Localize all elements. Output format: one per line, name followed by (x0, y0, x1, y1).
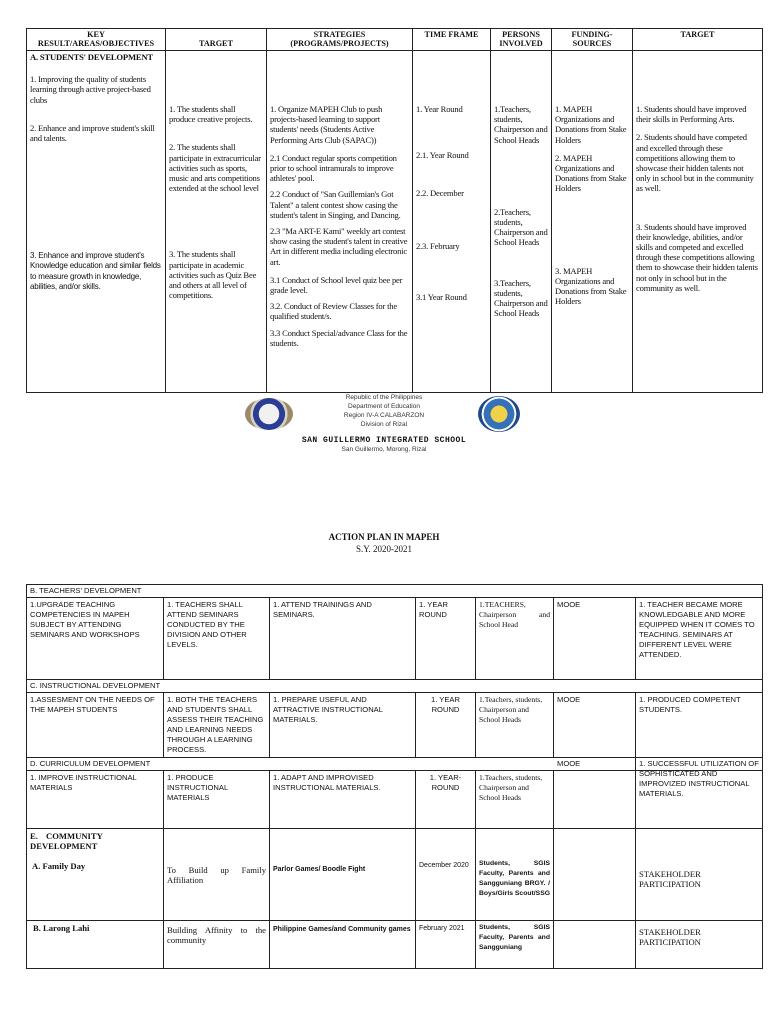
column-header: PERSONS INVOLVED (491, 29, 552, 51)
funding-cell: MOOE (554, 693, 636, 758)
page-title: ACTION PLAN IN MAPEH (328, 532, 440, 542)
strategy-1: 1. Organize MAPEH Club to push projects-based learning to support students' needs (Students Active Performing Arts Club (SAPAC)) (270, 104, 383, 145)
section-label: B. TEACHERS' DEVELOPMENT (27, 585, 763, 598)
time-frame-cell (413, 51, 491, 393)
section-label: A. STUDENTS' DEVELOPMENT (30, 52, 153, 62)
funding-cell: MOOE (554, 598, 636, 680)
column-header: TARGET (633, 29, 763, 51)
objective-3: 3. Enhance and improve student's Knowledge education and similar fields to measure growth in knowledge, abilities, and/or skills. (30, 251, 161, 291)
activity-persons: Students, SGIS Faculty, Parents and Sangguniang BRGY. / Boys/Girls Scout/SSG (479, 860, 551, 897)
target-cell: 1. PRODUCE INSTRUCTIONAL MATERIALS (164, 771, 270, 829)
time-2-1: 2.1. Year Round (416, 150, 469, 161)
result-1: 1. Students should have improved their skills in Performing Arts. (636, 104, 747, 125)
result-cell (633, 51, 763, 393)
development-plan-table (26, 584, 763, 969)
table-row (27, 771, 763, 829)
funding-cell (552, 51, 633, 393)
objective-cell: 1.ASSESMENT ON THE NEEDS OF THE MAPEH STUDENTS (27, 693, 164, 758)
time-frame-cell: 1. YEAR-ROUND (416, 771, 476, 829)
column-header: STRATEGIES (PROGRAMS/PROJECTS) (267, 29, 413, 51)
letterhead-line: Republic of the Philippines (345, 394, 423, 401)
letterhead-line: Region IV-A CALABARZON (343, 412, 425, 419)
strategy-3-2: 3.2. Conduct of Review Classes for the qualified student/s. (270, 301, 398, 322)
table-row (27, 598, 763, 680)
activity-time: December 2020 (419, 862, 469, 869)
school-name: SAN GUILLERMO INTEGRATED SCHOOL (301, 436, 467, 445)
strategy-cell: 1. ATTEND TRAININGS AND SEMINARS. (270, 598, 416, 680)
activity-target: To Build up Family Affiliation (167, 865, 266, 885)
strategy-3-1: 3.1 Conduct of School level quiz bee per grade level. (270, 274, 403, 296)
time-frame-cell: 1. YEAR ROUND (416, 693, 476, 758)
column-header: TIME FRAME (413, 29, 491, 51)
strategies-cell (267, 51, 413, 393)
strategy-3-3: 3.3 Conduct Special/advance Class for the students. (270, 327, 408, 348)
objective-cell: B. Larong Lahi (27, 921, 164, 969)
column-header: TARGET (166, 29, 267, 51)
persons-cell: 1.Teachers, students, Chairperson and School Heads (476, 693, 554, 758)
school-year: S.Y. 2020-2021 (355, 544, 413, 554)
fund-3: 3. MAPEH Organizations and Donations from Stake Holders (555, 265, 627, 307)
column-header: KEY RESULT/AREAS/OBJECTIVES (27, 29, 166, 51)
target-2: 2. The students shall participate in extracurricular activities such as sports, music and arts competitions extended at the school level (169, 142, 261, 194)
target-1: 1. The students shall produce creative projects. (169, 104, 253, 125)
result-cell: 1. PRODUCED COMPETENT STUDENTS. (636, 693, 763, 758)
target-cell (166, 51, 267, 393)
fund-1: 1. MAPEH Organizations and Donations from Stake Holders (555, 104, 627, 145)
objective-2: 2. Enhance and improve student's skill and talents. (30, 122, 155, 144)
result-cell: 1. SUCCESSFUL UTILIZATION OF SOPHISTICATED AND IMPROVIZED INSTRUCTIONAL MATERIALS. (636, 759, 763, 817)
persons-2: 2.Teachers, students, Chairperson and School Heads (494, 206, 548, 248)
time-2-3: 2.3. February (416, 240, 460, 251)
section-label: E. COMMUNITY DEVELOPMENT (30, 831, 103, 851)
result-cell: 1. TEACHER BECAME MORE KNOWLEDGABLE AND MORE EQUIPPED WHEN IT COMES TO TEACHING. SEMINARS AT DIFFERENT LEVEL WERE ATTENDED. (636, 598, 763, 680)
objectives-cell (27, 51, 166, 393)
strategy-cell: 1. PREPARE USEFUL AND ATTRACTIVE INSTRUCTIONAL MATERIALS. (270, 693, 416, 758)
objective-cell (27, 829, 164, 921)
funding-cell (554, 921, 636, 969)
section-label: D. CURRICULUM DEVELOPMENT (27, 758, 636, 771)
time-frame-cell: February 2021 (416, 921, 476, 969)
table-row (27, 921, 763, 969)
objective-1: 1. Improving the quality of students learning through active project-based clubs (30, 74, 151, 105)
persons-cell (491, 51, 552, 393)
persons-cell: 1.Teachers, students, Chairperson and School Heads (476, 771, 554, 829)
section-label: C. INSTRUCTIONAL DEVELOPMENT (27, 680, 763, 693)
activity-name: A. Family Day (32, 861, 86, 871)
strategy-2-1: 2.1 Conduct regular sports competition prior to school intramurals to improve athletes' pool. (270, 152, 397, 184)
students-development-table (26, 28, 763, 393)
letterhead-line: Department of Education (348, 403, 420, 410)
activity-result: STAKEHOLDER PARTICIPATION (639, 869, 701, 889)
persons-cell: Students, SGIS Faculty, Parents and Sangguniang (476, 921, 554, 969)
result-2: 2. Students should have competed and excelled through these competitions allowing them to showcase their hidden talents not only in school but in the community as well. (636, 132, 754, 194)
table-header-row (27, 29, 763, 51)
letterhead-line: Division of Rizal (360, 421, 408, 428)
target-cell: Building Affinity to the community (164, 921, 270, 969)
funding-cell (554, 829, 636, 921)
persons-1: 1.Teachers, students, Chairperson and School Heads (494, 104, 548, 145)
activity-strategy: Parlor Games/ Boodle Fight (273, 866, 366, 873)
target-3: 3. The students shall participate in academic activities such as Quiz Bee and others at all level of competitions. (169, 249, 257, 301)
target-cell: 1. BOTH THE TEACHERS AND STUDENTS SHALL ASSESS THEIR TEACHING AND LEARNING NEEDS THROUGH A LEARNING PROCESS. (164, 693, 270, 758)
result-cell (636, 829, 763, 921)
target-cell: 1. TEACHERS SHALL ATTEND SEMINARS CONDUCTED BY THE DIVISION AND OTHER LEVELS. (164, 598, 270, 680)
table-row (27, 829, 763, 921)
time-frame-cell (416, 829, 476, 921)
persons-3: 3.Teachers, students, Chairperson and School Heads (494, 277, 548, 319)
strategy-cell: Philippine Games/and Community games (270, 921, 416, 969)
strategy-cell (270, 829, 416, 921)
objective-cell: 1. IMPROVE INSTRUCTIONAL MATERIALS (27, 771, 164, 829)
strategy-cell: 1. ADAPT AND IMPROVISED INSTRUCTIONAL MATERIALS. (270, 771, 416, 829)
fund-2: 2. MAPEH Organizations and Donations from Stake Holders (555, 152, 627, 194)
time-1: 1. Year Round (416, 104, 463, 114)
persons-cell: 1.TEACHERS, Chairperson and School Head (476, 598, 554, 680)
funding-cell: MOOE (554, 759, 636, 817)
objective-cell: 1.UPGRADE TEACHING COMPETENCIES IN MAPEH SUBJECT BY ATTENDING SEMINARS AND WORKSHOPS (27, 598, 164, 680)
table-row (27, 51, 763, 393)
school-address: San Guillermo, Morong, Rizal (341, 446, 427, 453)
result-3: 3. Students should have improved their knowledge, abilities, and/or skills and competed and excelled through these competitions allowing them to showcase their hidden talents not only in school but in the community as well. (636, 221, 758, 293)
time-frame-cell: 1. YEAR ROUND (416, 598, 476, 680)
time-2-2: 2.2. December (416, 188, 464, 199)
table-row (27, 693, 763, 758)
result-cell: STAKEHOLDER PARTICIPATION (636, 921, 763, 969)
strategy-2-2: 2.2 Conduct of "San Guillemian's Got Talent" a talent contest show casing the student's talent in Singing, and Dancing. (270, 189, 401, 220)
time-3-1: 3.1 Year Round (416, 291, 467, 302)
strategy-2-3: 2.3 "Ma ART-E Kami" weekly art contest show casing the student's talent in creative Art in different media including electronic art. (270, 226, 408, 267)
persons-cell (476, 829, 554, 921)
target-cell (164, 829, 270, 921)
column-header: FUNDING-SOURCES (552, 29, 633, 51)
